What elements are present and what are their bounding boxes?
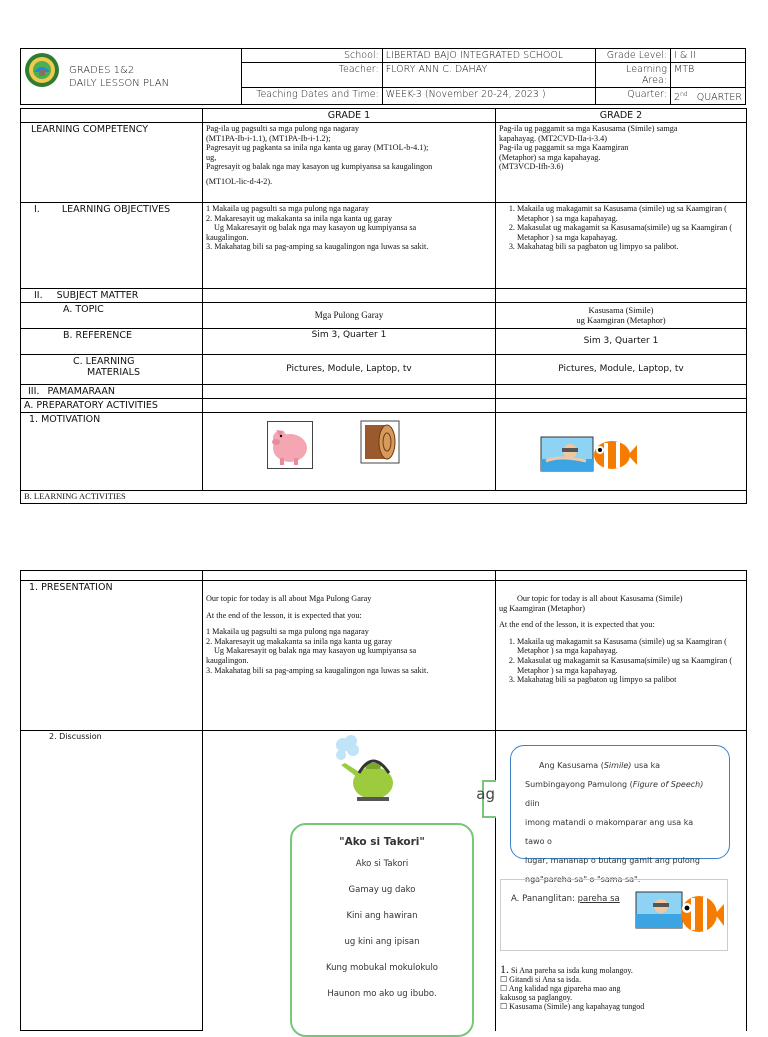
dates-label: Teaching Dates and Time:: [241, 88, 382, 105]
example-card: [500, 879, 728, 951]
school-value: LIBERTAD BAJO INTEGRATED SCHOOL: [382, 49, 596, 63]
grade2-column-header: GRADE 2: [496, 109, 747, 123]
objectives-grade1: 1 Makaila ug pagsulti sa mga pulong nga nagaray 2. Makaresayit ug makakanta sa inila nga kanta ug garay Ug Makaresayit og balak nga may kasayon ug kumpiyansa sa kaugalingon. 3. Makahatag bili sa pag-amping sa kaugalingon nga luwas sa sakit.: [203, 203, 496, 289]
objectives-grade2: 1. Makaila ug makagamit sa Kasusama (simile) ug sa Kaamgiran ( Metaphor ) sa mga kapahayag. 2. Makasulat ug makagamit sa Kasusama(simile) ug sa Kaamgiran ( Metaphor ) sa mga kapahayag. 3. Makahatag bili sa pagbaton ug limpyo sa palibot.: [496, 203, 747, 289]
competency-grade2: Pag-ila ug paggamit sa mga Kasusama (Simile) samga kapahayag. (MT2CVD-IIa-i-3.4) Pag-ila ug paggamit sa mga Kaamgiran (Metaphor) sa mga kapahayag. (MT3VCD-Ifh-3.6): [496, 123, 747, 203]
grade1-column-header: GRADE 1: [203, 109, 496, 123]
kettle-picture: [327, 735, 407, 807]
dates-value: WEEK-3 (November 20-24, 2023 ): [382, 88, 596, 105]
motivation-label: 1. MOTIVATION: [21, 413, 203, 491]
example-sentences: 1. Si Ana pareha sa isda kung molangoy. ☐ Gitandi si Ana sa isda. ☐ Ang kalidad nga gipareha mao ang kakusog sa paglangoy. ☐ Kasusama (Simile) ang kapahayag tungod: [500, 962, 645, 1011]
objectives-label: I. LEARNING OBJECTIVES: [21, 203, 203, 289]
quarter-label: Quarter:: [596, 88, 671, 105]
learning-area-value: MTB: [671, 63, 746, 88]
poem-line: Kini ang hawiran: [346, 911, 418, 921]
presentation-label: 1. PRESENTATION: [21, 581, 203, 731]
log-picture: [359, 419, 401, 465]
presentation-grade1: Our topic for today is all about Mga Pulong Garay At the end of the lesson, it is expected that you: 1 Makaila ug pagsulti sa mga pulong nga nagaray 2. Makaresayit ug makakanta sa inila nga kanta ug garay Ug Makaresayit og balak nga may kasayon ug kumpiyansa sa kaugalingon. 3. Makahatag bili sa pag-amping sa kaugalingon nga luwas sa sakit.: [203, 581, 496, 731]
swimmer-fish-picture: [540, 431, 638, 475]
header-table: [20, 48, 746, 105]
materials-grade2: Pictures, Module, Laptop, tv: [496, 355, 747, 385]
discussion-grade2: [496, 731, 747, 1031]
topic-label: A. TOPIC: [21, 303, 203, 329]
grade-level-label: Grade Level:: [596, 49, 671, 63]
cut-text: ag: [476, 785, 495, 803]
quarter-value: 2nd QUARTER: [671, 88, 746, 105]
title-grades: GRADES 1&2: [69, 64, 135, 76]
preparatory-activities-label: A. PREPARATORY ACTIVITIES: [21, 399, 203, 413]
simile-definition-box: Ang Kasusama (Simile) usa ka Sumbingayong Pamulong (Figure of Speech) diin imong matandi o makomparar ang usa ka tawo o lugar, mananap o butang gamit ang pulong nga"pareha sa" o "sama sa".: [510, 745, 730, 859]
poem-line: Gamay ug dako: [348, 885, 416, 895]
competency-grade1: Pag-ila ug pagsulti sa mga pulong nga nagaray (MT1PA-Ib-i-1.1), (MT1PA-Ib-i-1.2); Pagresayit ug pagkanta sa inila nga kanta ug garay (MT1OL-b-4.1); ug, Pagresayit og balak nga may kasayon ug kumpiyansa sa kaugalingon (MT1OL-lic-d-4-2).: [203, 123, 496, 203]
lesson-plan-table-page2: [20, 570, 747, 1031]
learning-area-label: Learning Area:: [596, 63, 671, 88]
subject-matter-label: II. SUBJECT MATTER: [21, 289, 203, 303]
grade-level-value: I & II: [671, 49, 746, 63]
motivation-grade2: [496, 413, 747, 491]
example-label: A. Pananglitan: pareha sa: [511, 894, 620, 904]
poem-line: ug kini ang ipisan: [344, 937, 420, 947]
topic-grade1: Mga Pulong Garay: [203, 303, 496, 329]
materials-label: C. LEARNING MATERIALS: [21, 355, 203, 385]
teacher-label: Teacher:: [241, 63, 382, 88]
discussion-grade1: [203, 731, 496, 1031]
teacher-value: FLORY ANN C. DAHAY: [382, 63, 596, 88]
discussion-label: 2. Discussion: [21, 731, 203, 1031]
example-picture: [635, 884, 725, 944]
poem-line: Kung mobukal mokulokulo: [325, 963, 439, 973]
motivation-grade1: [203, 413, 496, 491]
pamamaraan-label: III. PAMAMARAAN: [21, 385, 203, 399]
topic-grade2: Kasusama (Simile) ug Kaamgiran (Metaphor): [496, 303, 747, 329]
materials-grade1: Pictures, Module, Laptop, tv: [203, 355, 496, 385]
poem-line: Ako si Takori: [355, 859, 409, 869]
school-label: School:: [241, 49, 382, 63]
reference-label: B. REFERENCE: [21, 329, 203, 355]
presentation-grade2: Our topic for today is all about Kasusama (Simile) ug Kaamgiran (Metaphor) At the end of the lesson, it is expected that you: 1. Makaila ug makagamit sa Kasusama (simile) ug sa Kaamgiran ( Metaphor ) sa mga kapahayag. 2. Makasulat ug makagamit sa Kasusama(simile) ug sa Kaamgiran ( Metaphor ) sa mga kapahayag. 3. Makahatag bili sa pagbaton ug limpyo sa palibot: [496, 581, 747, 731]
lesson-plan-table: [20, 108, 747, 504]
learning-activities-label: B. LEARNING ACTIVITIES: [21, 491, 747, 504]
pig-picture: [267, 421, 313, 469]
poem-line: Haunon mo ako ug ibubo.: [327, 989, 437, 999]
reference-grade1: Sim 3, Quarter 1: [203, 329, 496, 355]
poem-card: [290, 823, 474, 1037]
reference-grade2: Sim 3, Quarter 1: [496, 329, 747, 355]
title-daily-lesson-plan: DAILY LESSON PLAN: [69, 77, 170, 89]
competency-label: LEARNING COMPETENCY: [21, 123, 203, 203]
poem-title: "Ako si Takori": [339, 836, 425, 848]
